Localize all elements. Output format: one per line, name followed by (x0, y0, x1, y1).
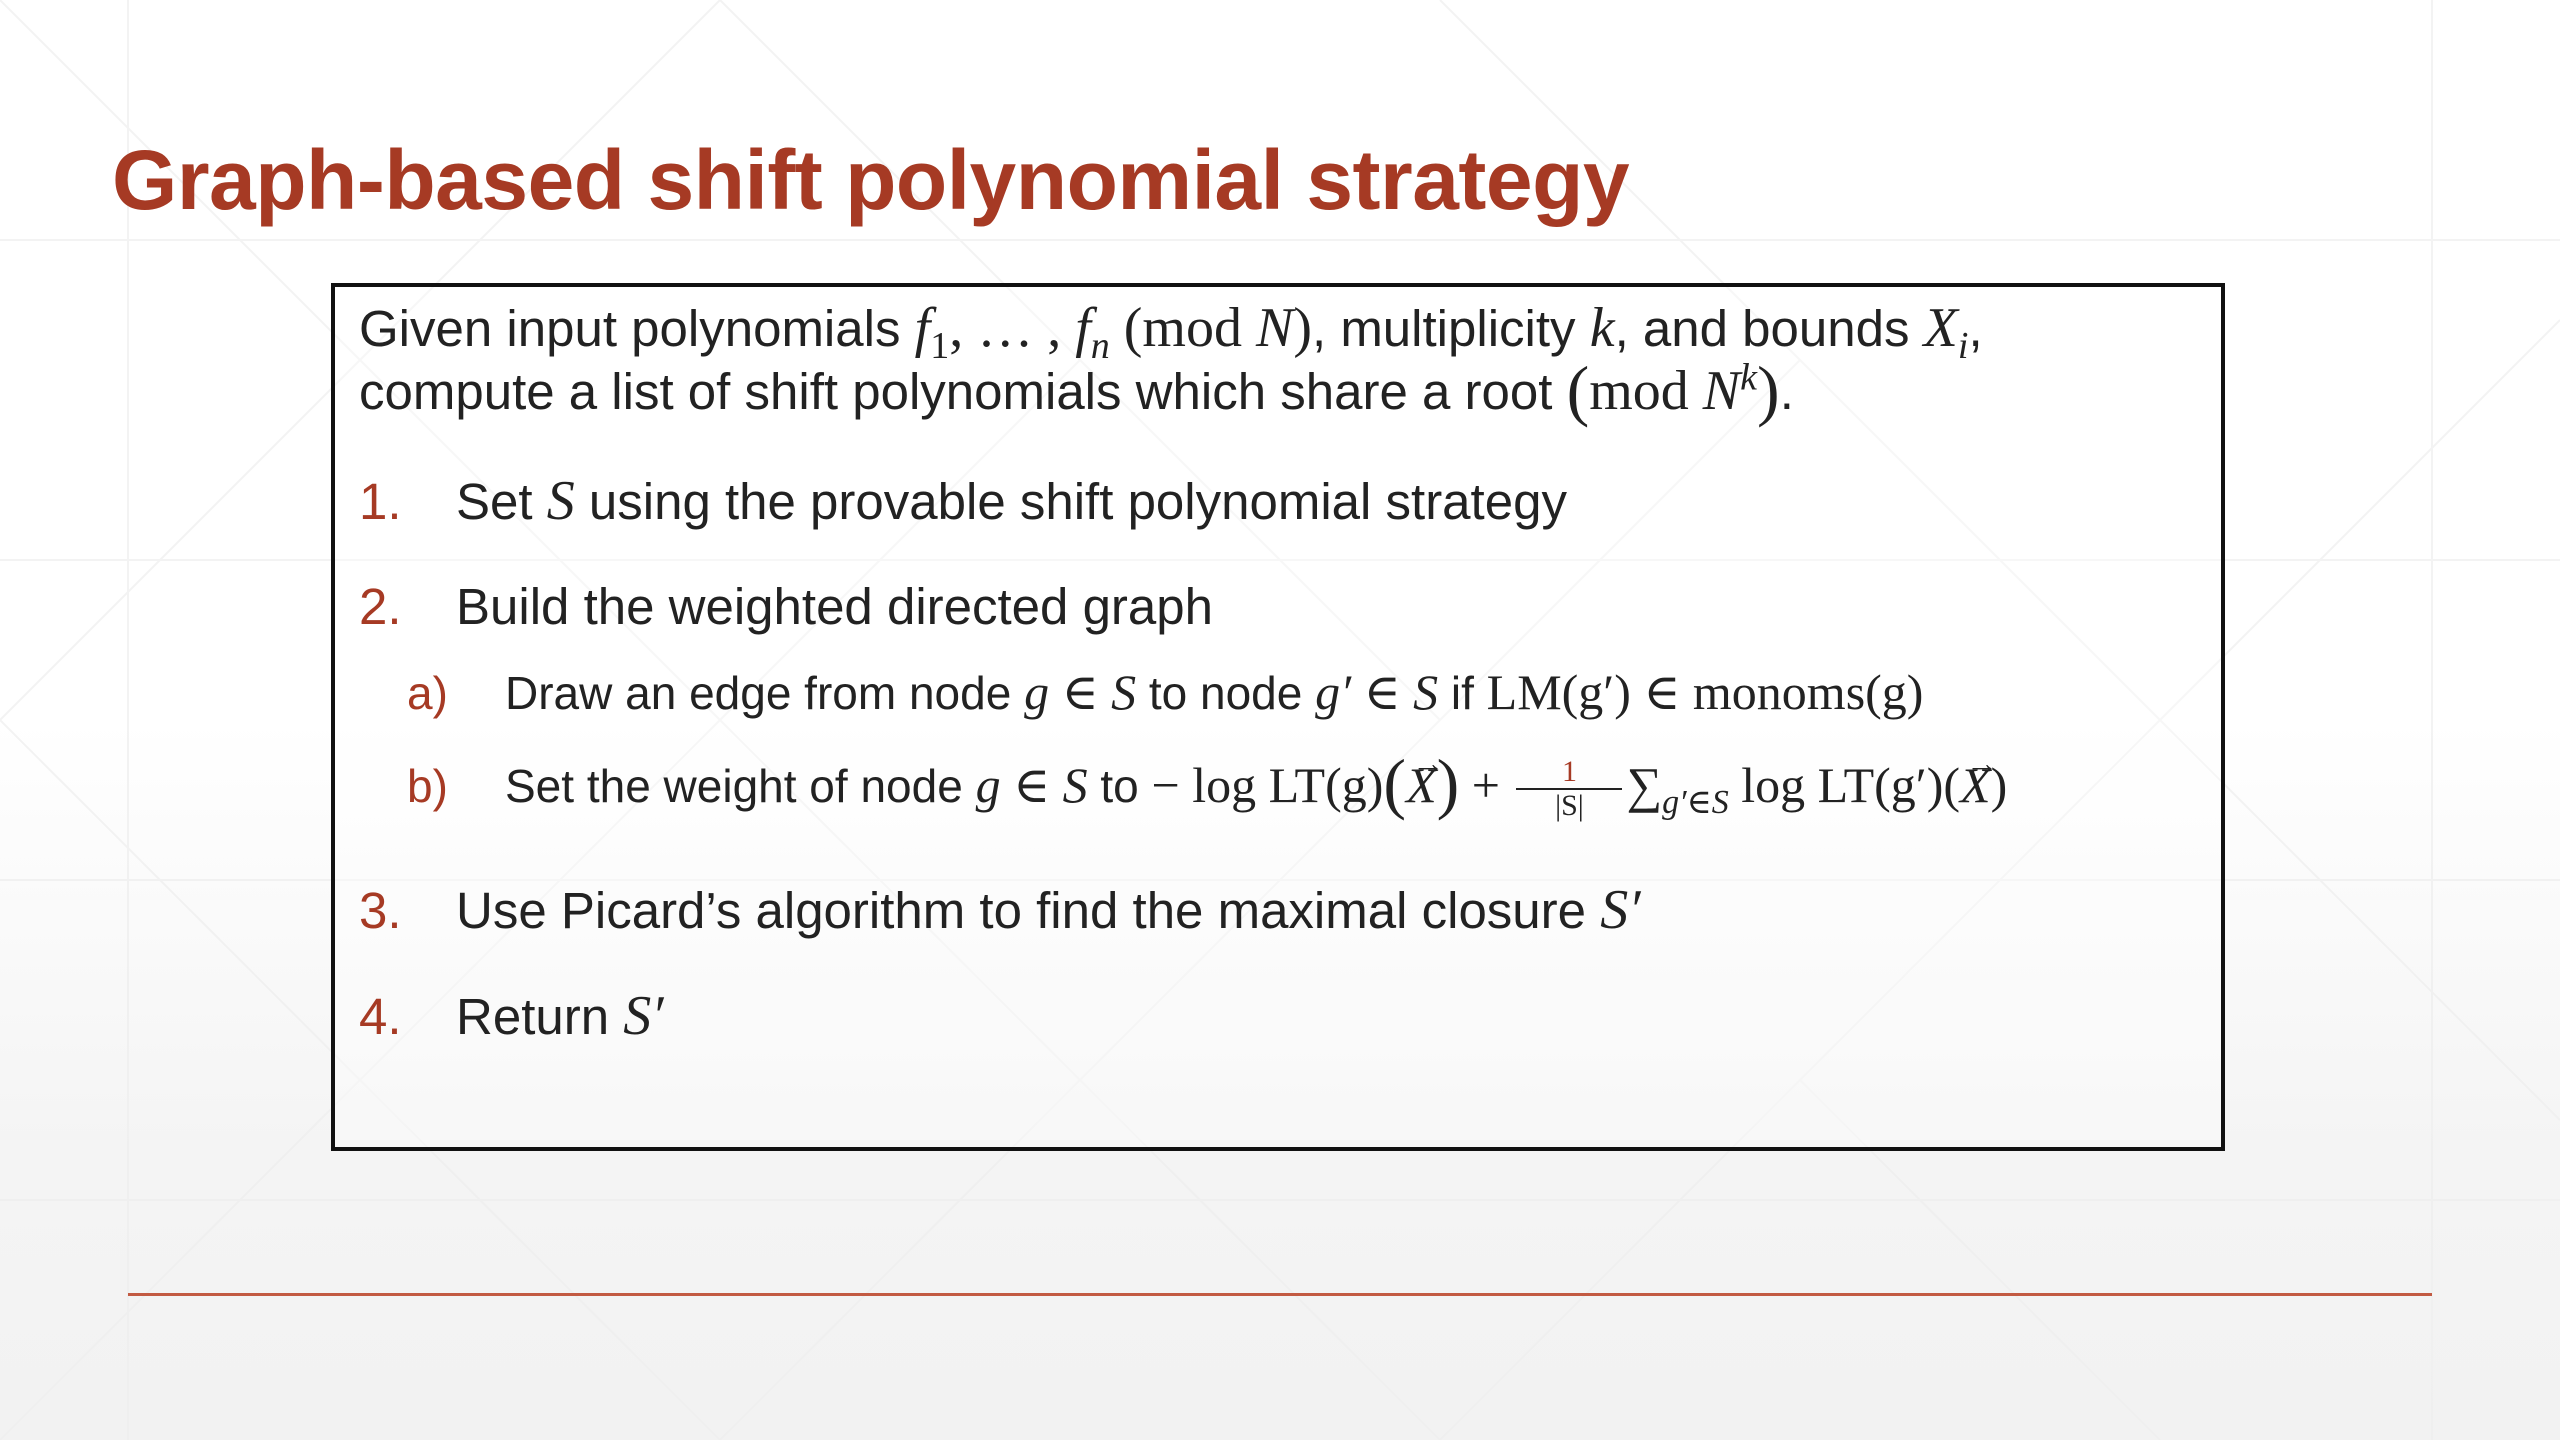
step-2 (359, 576, 1213, 638)
step-math: S′ (623, 985, 664, 1047)
step-number: 4. (359, 988, 402, 1045)
intro-math-bounds: $X_i$ (1923, 297, 1969, 368)
substep-number: a) (407, 667, 448, 719)
weight-formula: − $\log LT(g)(\to X) + \frac{1}{|S|}$ $\sum_{g'\in S}$ log LT(g′)(→ X) (1152, 757, 2008, 813)
intro-text: Given input polynomials (359, 300, 915, 357)
intro-text: , and bounds (1614, 300, 1924, 357)
step-number: 2. (359, 578, 402, 635)
algorithm-box (331, 283, 2225, 1151)
intro-math-k: k (1589, 297, 1615, 359)
algorithm-intro (359, 297, 2199, 428)
intro-math-polys: $f_1$, … , $f_n$ (mod N) (914, 297, 1312, 368)
substep-math: g ∈ S (975, 757, 1088, 813)
step-2a (407, 662, 1923, 723)
intro-math-modnk: (mod $N^k$) (1566, 352, 1780, 428)
substep-text: to (1087, 760, 1152, 812)
footer-divider (128, 1293, 2432, 1296)
step-1 (359, 470, 1567, 533)
substep-math: g′ ∈ S (1315, 664, 1439, 720)
intro-text: compute a list of shift polynomials which share a root (359, 363, 1567, 420)
step-text: using the provable shift polynomial strategy (574, 473, 1567, 530)
step-number: 3. (359, 882, 402, 939)
substep-text: Set the weight of node (505, 760, 976, 812)
intro-text: , multiplicity (1311, 300, 1590, 357)
step-text: Return (456, 988, 624, 1045)
substep-text: Draw an edge from node (505, 667, 1025, 719)
intro-text: , (1968, 300, 1983, 357)
intro-line-2 (359, 352, 2199, 428)
step-math: S′ (1600, 879, 1641, 941)
substep-text: to node (1136, 667, 1316, 719)
step-text: Build the weighted directed graph (456, 578, 1214, 635)
intro-text: . (1779, 363, 1794, 420)
substep-math: g ∈ S (1024, 664, 1137, 720)
fraction: $\frac{1}{|S|}$ (1516, 756, 1622, 822)
step-text: Use Picard’s algorithm to find the maximal closure (456, 882, 1601, 939)
slide-title: Graph-based shift polynomial strategy (112, 133, 1630, 227)
step-text: Set (456, 473, 547, 530)
step-math: S (546, 470, 575, 532)
substep-text: if (1438, 667, 1487, 719)
step-3 (359, 879, 1640, 942)
step-4 (359, 985, 664, 1048)
step-number: 1. (359, 473, 402, 530)
intro-line-1 (359, 297, 2199, 368)
step-2b (407, 745, 2008, 824)
substep-math: LM(g′) ∈ monoms(g) (1486, 664, 1924, 720)
substep-number: b) (407, 760, 448, 812)
